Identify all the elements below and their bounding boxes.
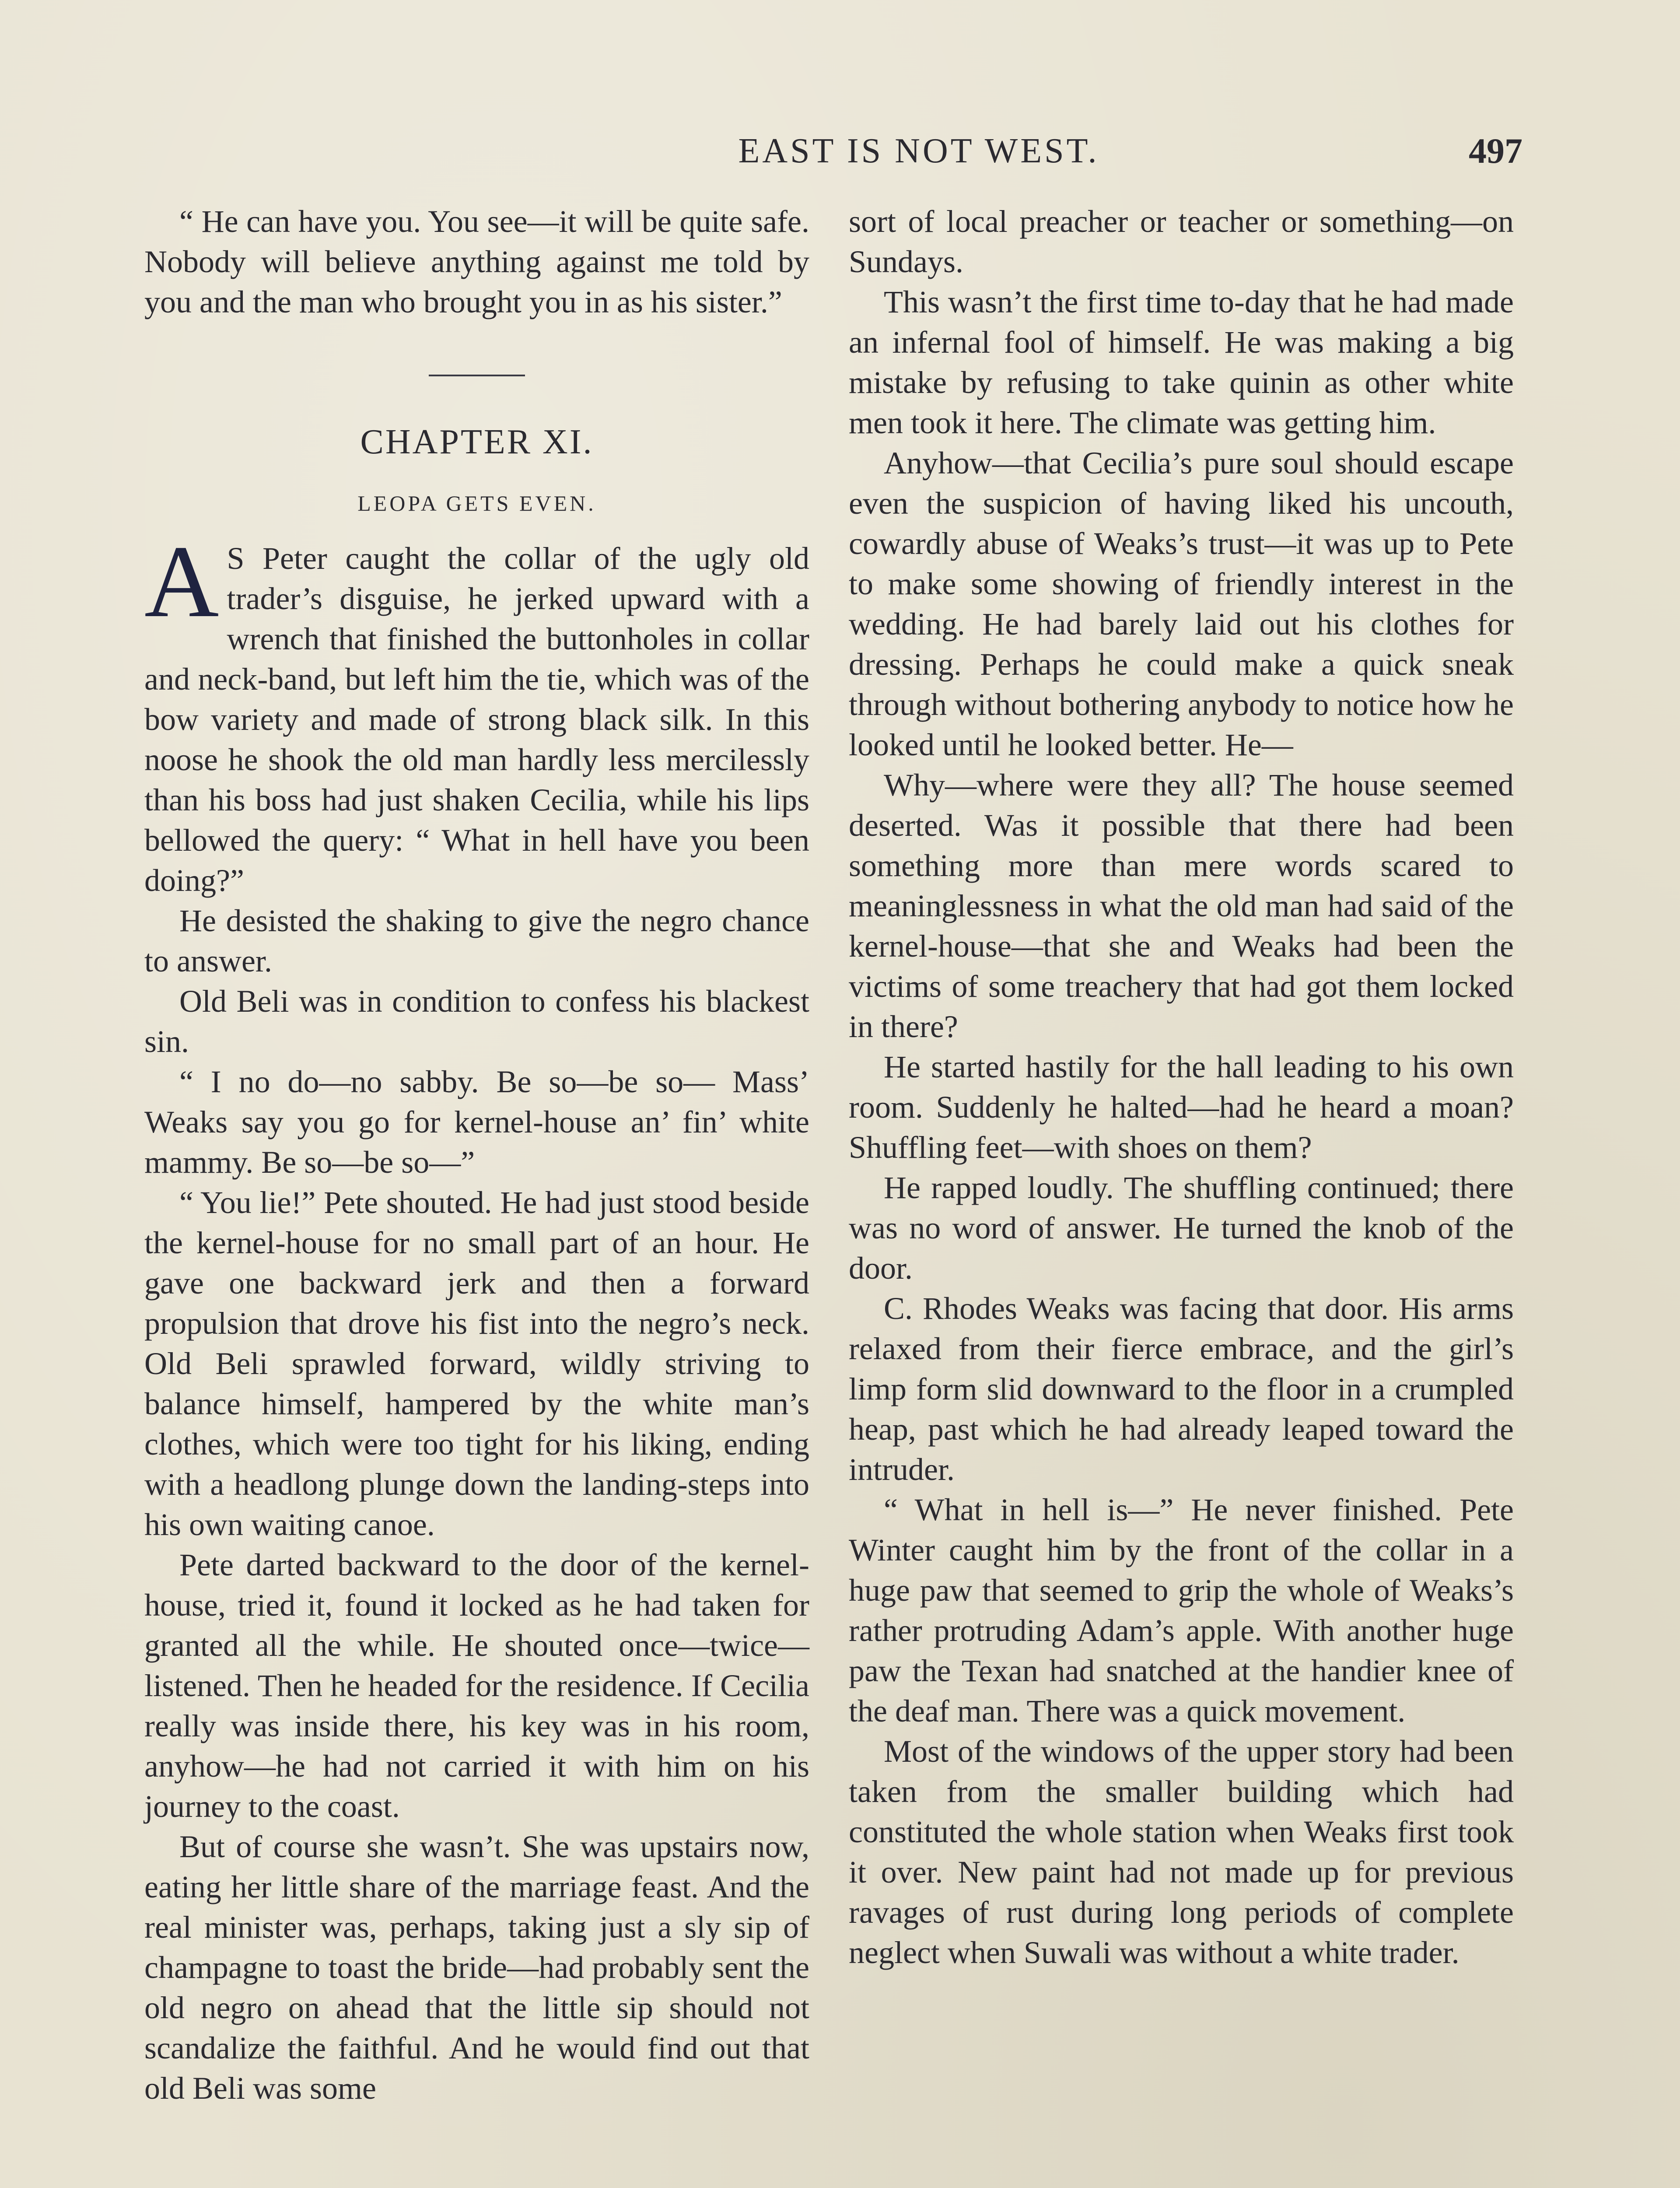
opening-paragraph: “ He can have you. You see—it will be quite safe. Nobody will believe anything against me told by you and the man who brought you in as his sister.” [144,204,809,319]
paragraph: “ What in hell is—” He never finished. Pete Winter caught him by the front of the collar in a huge paw that seemed to grip the whole of Weaks’s rather protruding Adam’s apple. With another huge paw the Texan had snatched at the handier knee of the deaf man. There was a quick movement. [849,1492,1514,1729]
paragraph: This wasn’t the first time to-day that he had made an infernal fool of himself. He was making a big mistake by refusing to take quinin as other white men took it here. The climate was getting him. [849,284,1514,440]
paragraph: “ You lie!” Pete shouted. He had just stood beside the kernel-house for no small part of an hour. He gave one backward jerk and then a forward propulsion that drove his fist into the negro’s neck. Old Beli sprawled forward, wildly striving to balance himself, hampered by the white man’s clothes, which were too tight for his liking, ending with a headlong plunge down the landing-steps into his own waiting canoe. [144,1185,809,1542]
paragraph: Pete darted backward to the door of the kernel-house, tried it, found it locked as he had taken for granted all the while. He shouted once—twice—listened. Then he headed for the residence. If Cecilia really was inside there, his key was in his room, anyhow—he had not carried it with him on his journey to the coast. [144,1547,809,1824]
chapter-subtitle: LEOPA GETS EVEN. [357,491,596,515]
right-column [849,201,1514,1973]
first-paragraph [144,525,809,901]
paragraph: Why—where were they all? The house seemed deserted. Was it possible that there had been something more than mere words scared to meaninglessness in what the old man had said of the kernel-house—that she and Weaks had been the victims of some treachery that had got them locked in there? [849,768,1514,1044]
paragraph: He rapped loudly. The shuffling continued; there was no word of answer. He turned the knob of the door. [849,1170,1514,1286]
paragraph: Old Beli was in condition to confess his blackest sin. [144,984,809,1059]
paragraph: C. Rhodes Weaks was facing that door. His arms relaxed from their fierce embrace, and the girl’s limp form slid downward to the floor in a crumpled heap, past which he had already leaped toward the intruder. [849,1291,1514,1487]
page-header [140,125,1522,177]
paragraph: He started hastily for the hall leading to his own room. Suddenly he halted—had he heard a moan? Shuffling feet—with shoes on them? [849,1049,1514,1165]
left-column [144,201,809,2108]
paragraph: “ I no do—no sabby. Be so—be so— Mass’ Weaks say you go for kernel-house an’ fin’ white mammy. Be so—be so—” [144,1064,809,1180]
paragraph: He desisted the shaking to give the negro chance to answer. [144,903,809,978]
section-divider [429,375,525,376]
paragraph: Anyhow—that Cecilia’s pure soul should escape even the suspicion of having liked his uncouth, cowardly abuse of Weaks’s trust—it was up to Pete to make some showing of friendly interest in the wedding. He had barely laid out his clothes for dressing. Perhaps he could make a quick sneak through without bothering anybody to notice how he looked until he looked better. He— [849,445,1514,762]
first-paragraph-text: S Peter caught the collar of the ugly old trader’s disguise, he jerked upward with a wrench that finished the buttonholes in collar and neck-band, but left him the tie, which was of the bow variety and made of strong black silk. In this noose he shook the old man hardly less mercilessly than his boss had just shaken Cecilia, while his lips bellowed the query: “ What in hell have you been doing?” [144,541,809,898]
page-number: 497 [1469,131,1522,171]
continuation-paragraph: sort of local preacher or teacher or something—on Sundays. [849,204,1514,279]
running-head: EAST IS NOT WEST. [738,132,1099,170]
chapter-title: CHAPTER XI. [360,423,594,461]
paragraph: But of course she wasn’t. She was upstairs now, eating her little share of the marriage feast. And the real minister was, perhaps, taking just a sly sip of champagne to toast the bride—had probably sent the old negro on ahead that the little sip should not scandalize the faithful. And he would find out that old Beli was some [144,1829,809,2106]
paragraph: Most of the windows of the upper story had been taken from the smaller building which had constituted the whole station when Weaks first took it over. New paint had not made up for previous ravages of rust during long periods of complete neglect when Suwali was without a white trader. [849,1734,1514,1970]
drop-cap: A [144,525,219,639]
